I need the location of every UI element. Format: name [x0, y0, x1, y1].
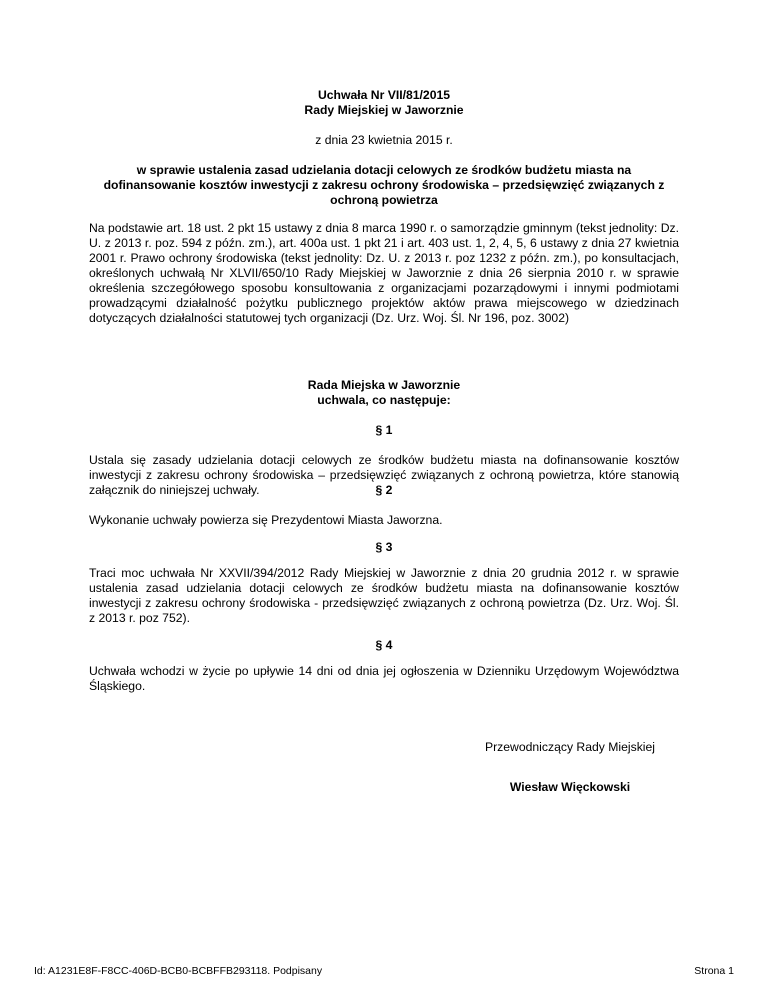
resolution-date: z dnia 23 kwietnia 2015 r. [315, 133, 453, 147]
resolution-subject: w sprawie ustalenia zasad udzielania dotacji celowych ze środków budżetu miasta na dofinansowanie kosztów inwestycji z zakresu ochrony środowiska – przedsięwzięć związanych z ochroną powietrza [103, 163, 665, 207]
page-number: Strona 1 [694, 965, 734, 977]
signature-role: Przewodniczący Rady Miejskiej [484, 740, 655, 754]
resolves-heading [89, 378, 679, 408]
preamble: Na podstawie art. 18 ust. 2 pkt 15 ustawy z dnia 8 marca 1990 r. o samorządzie gminnym (tekst jednolity: Dz. U. z 2013 r. poz. 594 z późn. zm.), art. 400a ust. 1 pkt 21 i art. 403 ust. 1, 2, 4, 5, 6 ustawy z dnia 27 kwietnia 2001 r. Prawo ochrony środowiska (tekst jednolity: Dz. U. z 2013 r. poz 1232 z późn. zm.), po konsultacjach, określonych uchwałą Nr XLVII/650/10 Rady Miejskiej w Jaworznie z dnia 26 sierpnia 2010 r. w sprawie określenia szczegółowego sposobu konsultowania z organizacjami pozarządowymi i innymi podmiotami prowadzącymi działalność pożytku publicznego projektów aktów prawa miejscowego w dziedzinach dotyczących działalności statutowej tych organizacji (Dz. Urz. Woj. Śl. Nr 196, poz. 3002) [89, 221, 679, 325]
section-1-heading: § 1 [375, 423, 393, 437]
resolves-line1: Rada Miejska w Jaworznie [307, 378, 461, 392]
document-id: Id: A1231E8F-F8CC-406D-BCB0-BCBFFB293118. Podpisany [34, 965, 323, 977]
section-3-text: Traci moc uchwała Nr XXVII/394/2012 Rady Miejskiej w Jaworznie z dnia 20 grudnia 2012 r. w sprawie ustalenia zasad udzielania dotacji celowych ze środków budżetu miasta na dofinansowanie kosztów inwestycji z zakresu ochrony środowiska - przedsięwzięć związanych z ochroną powietrza (Dz. Urz. Woj. Śl. z 2013 r. poz 752). [89, 566, 679, 625]
resolution-title: Uchwała Nr VII/81/2015 [317, 88, 451, 102]
signature-name: Wiesław Więckowski [509, 780, 631, 794]
section-2-text: Wykonanie uchwały powierza się Prezydentowi Miasta Jaworzna. [89, 513, 443, 527]
section-3-heading: § 3 [375, 540, 393, 554]
section-2-heading: § 2 [375, 483, 393, 497]
council-name: Rady Miejskiej w Jaworznie [304, 103, 464, 117]
section-4-heading: § 4 [375, 638, 393, 652]
resolves-line2: uchwala, co następuje: [317, 393, 451, 407]
section-1-text: Ustala się zasady udzielania dotacji celowych ze środków budżetu miasta na dofinansowanie kosztów inwestycji z zakresu ochrony środowiska – przedsięwzięć związanych z ochroną powietrza, które stanowią załącznik do niniejszej uchwały. [89, 453, 679, 497]
section-4-text: Uchwała wchodzi w życie po upływie 14 dni od dnia jej ogłoszenia w Dzienniku Urzędowym Województwa Śląskiego. [89, 664, 679, 693]
document-header [89, 88, 679, 208]
